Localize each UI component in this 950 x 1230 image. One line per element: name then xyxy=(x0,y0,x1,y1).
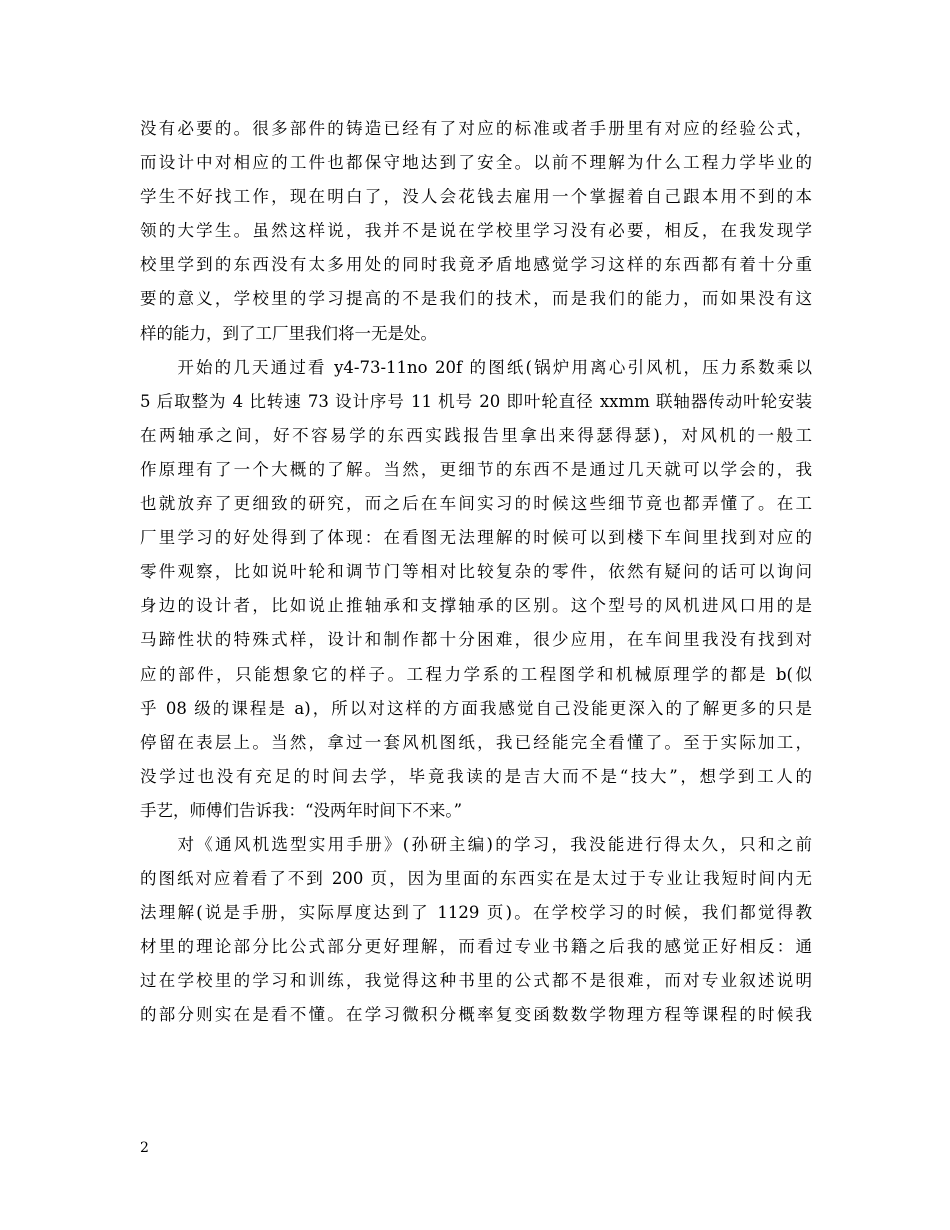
text-line: 手艺，师傅们告诉我：“没两年时间下不来。” xyxy=(140,800,463,820)
text-line: 学生不好找工作，现在明白了，没人会花钱去雇用一个掌握着自己跟本用不到的本 xyxy=(140,187,812,207)
page-number: 2 xyxy=(140,1140,149,1156)
text-line: 身边的设计者，比如说止推轴承和支撑轴承的区别。这个型号的风机进风口用的是 xyxy=(140,596,812,616)
text-line: 厂里学习的好处得到了体现：在看图无法理解的时候可以到楼下车间里找到对应的 xyxy=(140,528,812,548)
text-line: 而设计中对相应的工件也都保守地达到了安全。以前不理解为什么工程力学毕业的 xyxy=(140,153,812,173)
text-line: 零件观察，比如说叶轮和调节门等相对比较复杂的零件，依然有疑问的话可以询问 xyxy=(140,562,812,582)
text-line: 也就放弃了更细致的研究，而之后在车间实习的时候这些细节竟也都弄懂了。在工 xyxy=(140,494,812,514)
text-line: 没有必要的。很多部件的铸造已经有了对应的标准或者手册里有对应的经验公式， xyxy=(140,119,812,138)
text-line: 马蹄性状的特殊式样，设计和制作都十分困难，很少应用，在车间里我没有找到对 xyxy=(140,630,812,650)
text-line: 校里学到的东西没有太多用处的同时我竟矛盾地感觉学习这样的东西都有着十分重 xyxy=(140,255,812,275)
text-line: 应的部件，只能想象它的样子。工程力学系的工程图学和机械原理学的都是 b(似 xyxy=(140,664,812,684)
text-line: 停留在表层上。当然，拿过一套风机图纸，我已经能完全看懂了。至于实际加工， xyxy=(140,732,812,752)
text-line: 的部分则实在是看不懂。在学习微积分概率复变函数数学物理方程等课程的时候我 xyxy=(140,1005,812,1025)
body-text xyxy=(140,112,812,1033)
text-line: 开始的几天通过看 y4-73-11no 20f 的图纸(锅炉用离心引风机，压力系数乘以 xyxy=(140,357,812,377)
text-line: 在两轴承之间，好不容易学的东西实践报告里拿出来得瑟得瑟)，对风机的一般工 xyxy=(140,425,812,445)
text-line: 领的大学生。虽然这样说，我并不是说在学校里学习没有必要，相反，在我发现学 xyxy=(140,221,812,241)
text-line: 过在学校里的学习和训练，我觉得这种书里的公式都不是很难，而对专业叙述说明 xyxy=(140,971,812,991)
text-line: 的图纸对应着看了不到 200 页，因为里面的东西实在是太过于专业让我短时间内无 xyxy=(140,869,812,889)
text-line: 样的能力，到了工厂里我们将一无是处。 xyxy=(140,323,437,343)
text-line: 乎 08 级的课程是 a)，所以对这样的方面我感觉自己没能更深入的了解更多的只是 xyxy=(140,698,812,718)
text-line: 法理解(说是手册，实际厚度达到了 1129 页)。在学校学习的时候，我们都觉得教 xyxy=(140,903,812,923)
text-line: 作原理有了一个大概的了解。当然，更细节的东西不是通过几天就可以学会的，我 xyxy=(140,459,812,479)
text-line: 没学过也没有充足的时间去学，毕竟我读的是吉大而不是“技大”，想学到工人的 xyxy=(140,766,812,786)
text-line: 5 后取整为 4 比转速 73 设计序号 11 机号 20 即叶轮直径 xxmm 联轴器传动叶轮安装 xyxy=(140,391,812,411)
text-line: 材里的理论部分比公式部分更好理解，而看过专业书籍之后我的感觉正好相反：通 xyxy=(140,937,812,957)
text-line: 要的意义，学校里的学习提高的不是我们的技术，而是我们的能力，而如果没有这 xyxy=(140,289,812,309)
text-line: 对《通风机选型实用手册》(孙研主编)的学习，我没能进行得太久，只和之前 xyxy=(140,834,812,854)
